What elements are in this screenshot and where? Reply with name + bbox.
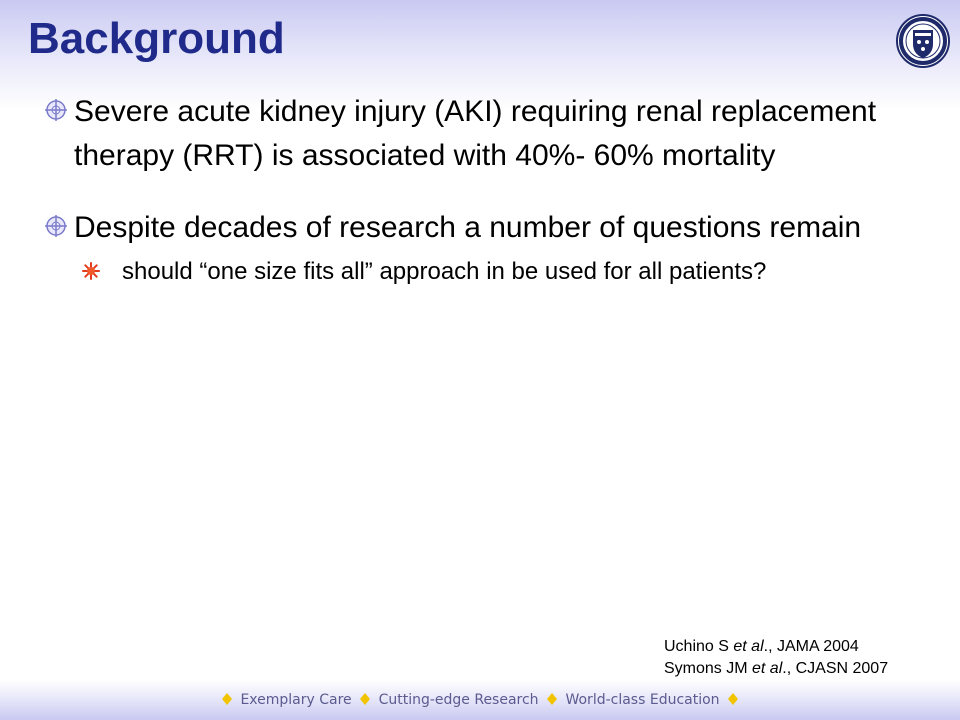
bullet-list xyxy=(44,90,924,290)
bullet-text: Despite decades of research a number of questions remain xyxy=(74,211,862,244)
footer-tagline xyxy=(0,692,960,708)
bullet-text: Severe acute kidney injury (AKI) requiring renal replacement therapy (RRT) is associated with 40%- 60% mortality xyxy=(74,95,877,172)
diamond-icon xyxy=(222,693,232,705)
diamond-icon xyxy=(547,693,557,705)
footer-item: World-class Education xyxy=(565,692,720,708)
crosshair-globe-icon xyxy=(44,98,68,122)
slide-title: Background xyxy=(28,14,285,63)
diamond-icon xyxy=(728,693,738,705)
diamond-icon xyxy=(360,693,370,705)
bullet-item xyxy=(44,206,924,250)
footer-item: Cutting-edge Research xyxy=(378,692,539,708)
reference-line: Symons JM et al., CJASN 2007 xyxy=(664,660,889,677)
references xyxy=(664,636,888,680)
starburst-icon xyxy=(82,262,100,280)
footer-item: Exemplary Care xyxy=(240,692,352,708)
sub-bullet-item xyxy=(82,254,924,290)
crosshair-globe-icon xyxy=(44,214,68,238)
reference-line: Uchino S et al., JAMA 2004 xyxy=(664,638,859,655)
bullet-item xyxy=(44,90,924,178)
sub-bullet-text: should “one size fits all” approach in be used for all patients? xyxy=(122,258,767,285)
university-seal-icon xyxy=(896,14,950,68)
